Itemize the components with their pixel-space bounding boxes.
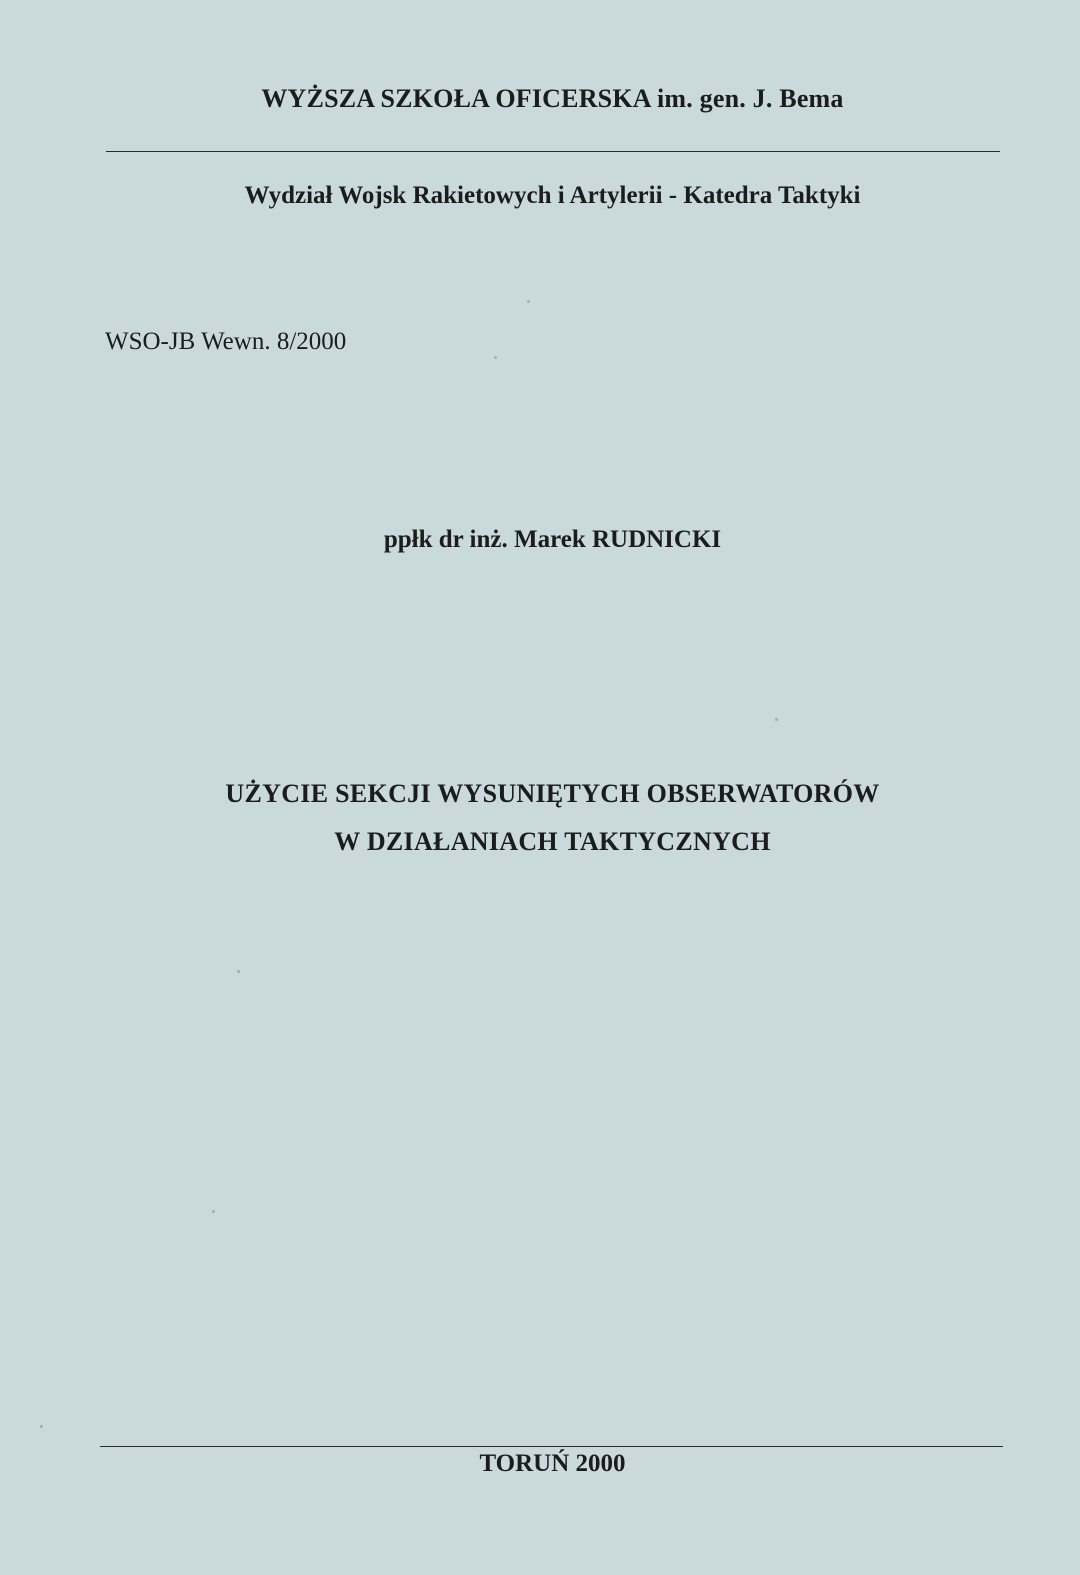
title-line-2: W DZIAŁANIACH TAKTYCZNYCH bbox=[334, 827, 771, 856]
internal-document-number: WSO-JB Wewn. 8/2000 bbox=[105, 328, 347, 355]
paper-speck bbox=[237, 970, 240, 973]
paper-speck bbox=[40, 1425, 43, 1428]
paper-speck bbox=[775, 718, 778, 721]
document-title bbox=[0, 770, 1080, 866]
title-line-1: UŻYCIE SEKCJI WYSUNIĘTYCH OBSERWATORÓW bbox=[225, 779, 880, 808]
faculty-name: Wydział Wojsk Rakietowych i Artylerii - Katedra Taktyki bbox=[244, 182, 861, 209]
paper-speck bbox=[212, 1210, 215, 1213]
institution-name: WYŻSZA SZKOŁA OFICERSKA im. gen. J. Bema bbox=[261, 84, 844, 113]
author-name: ppłk dr inż. Marek RUDNICKI bbox=[383, 526, 722, 553]
top-divider bbox=[106, 151, 1000, 152]
place-and-year: TORUŃ 2000 bbox=[479, 1450, 626, 1477]
paper-speck bbox=[494, 356, 497, 359]
bottom-divider bbox=[100, 1446, 1003, 1447]
paper-speck bbox=[527, 300, 530, 303]
